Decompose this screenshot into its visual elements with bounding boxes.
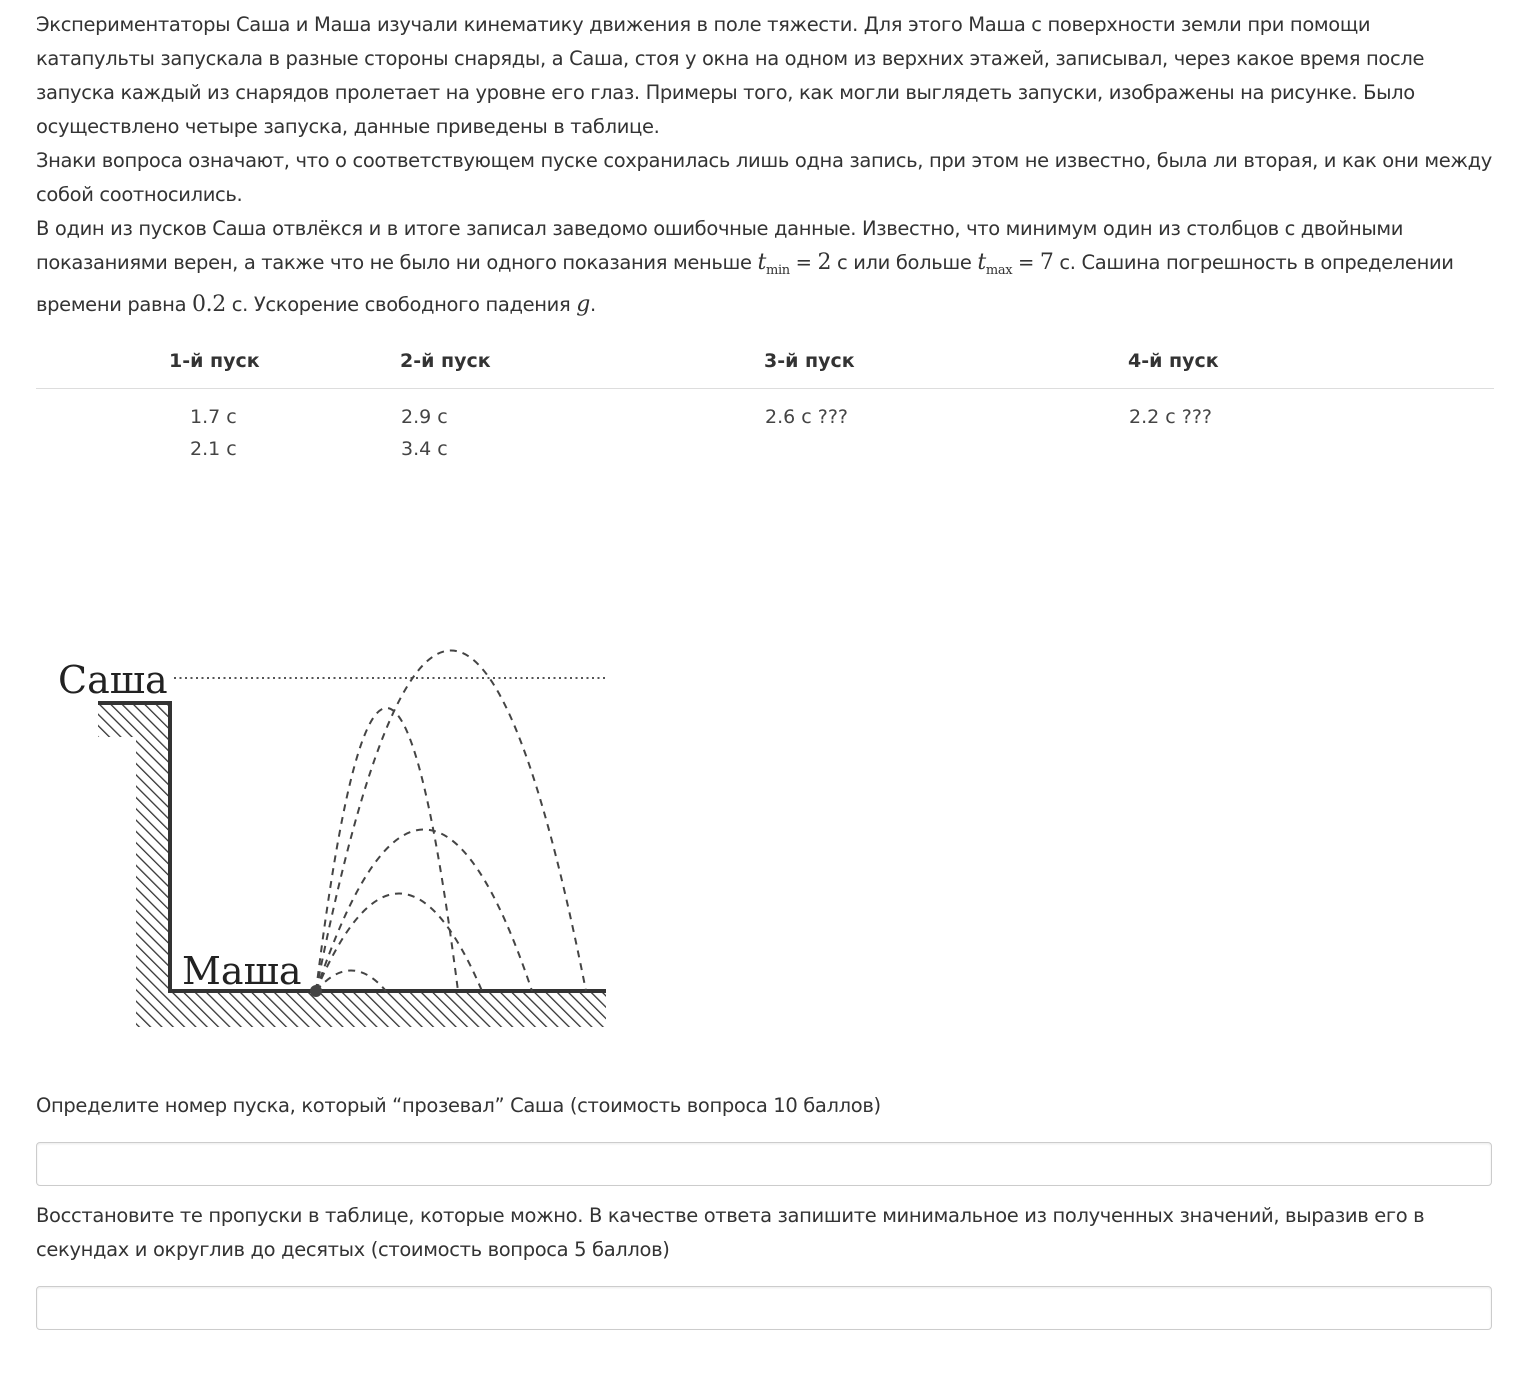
ground-hatching <box>136 991 606 1027</box>
tmin-value: 2 <box>817 250 832 275</box>
tmax-equals: = <box>1012 251 1040 274</box>
label-masha: Маша <box>182 949 302 993</box>
catapult-point <box>310 985 322 997</box>
tmax-symbol: t <box>977 250 986 275</box>
answer-input-1[interactable] <box>36 1142 1492 1186</box>
statement-text: . <box>589 293 596 316</box>
time-value: 2.6 с ??? <box>765 406 848 428</box>
tmin-equals: = <box>789 251 818 274</box>
g-symbol: g <box>576 292 590 317</box>
time-value: 2.9 с <box>401 406 448 428</box>
wall-hatching <box>136 703 172 1003</box>
time-value: 2.1 с <box>190 438 237 460</box>
statement-paragraph-1: Экспериментаторы Саша и Маша изучали кинематику движения в поле тяжести. Для этого Маша с поверхности земли при помощи катапульты запускала в разные стороны снаряды, а Саша, стоя у окна на одном из верхних этажей, записывал, через какое время после запуска каждый из снарядов пролетает на уровне его глаз. Примеры того, как могли выглядеть запуски, изображены на рисунке. Было осуществлено четыре запуска, данные приведены в таблице. <box>36 13 1425 138</box>
time-value: 2.2 с ??? <box>1129 406 1212 428</box>
header-launch-3: 3-й пуск <box>764 334 1128 389</box>
question-2: Восстановите те пропуски в таблице, которые можно. В качестве ответа запишите минимальное из полученных значений, выразив его в секундах и округлив до десятых (стоимость вопроса 5 баллов) <box>36 1204 1425 1261</box>
cell-launch-4 <box>1128 389 1494 467</box>
header-launch-2: 2-й пуск <box>400 334 764 389</box>
trajectory-diagram <box>36 540 656 1040</box>
error-value: 0.2 <box>192 292 226 317</box>
statement-paragraph-3 <box>36 212 1494 322</box>
tmax-subscript: max <box>985 263 1013 278</box>
answer-input-2[interactable] <box>36 1286 1492 1330</box>
time-value: 3.4 с <box>401 438 448 460</box>
launch-table <box>36 334 1494 466</box>
statement-text: с или больше <box>831 251 978 274</box>
statement-text: с. Ускорение свободного падения <box>225 293 577 316</box>
question-1: Определите номер пуска, который “прозевал” Саша (стоимость вопроса 10 баллов) <box>36 1094 881 1117</box>
statement-paragraph-2: Знаки вопроса означают, что о соответствующем пуске сохранилась лишь одна запись, при этом не известно, была ли вторая, и как они между собой соотносились. <box>36 149 1492 206</box>
trajectory-path <box>316 971 386 992</box>
table-row <box>36 389 1494 467</box>
tmin-symbol: t <box>757 250 766 275</box>
tmin-subscript: min <box>766 263 790 278</box>
trajectory-path <box>316 651 586 992</box>
label-sasha: Саша <box>58 658 168 702</box>
cell-launch-1 <box>169 389 400 467</box>
tmax-value: 7 <box>1039 250 1054 275</box>
table-header-row <box>36 334 1494 389</box>
header-launch-1: 1-й пуск <box>169 334 400 389</box>
cell-launch-2 <box>400 389 764 467</box>
trajectory-figure <box>36 540 656 1040</box>
roof-hatching <box>98 703 170 737</box>
building-outline <box>98 703 606 991</box>
statement-text: В один из пусков Саша отвлёкся и в итоге записал заведомо ошибочные данные. Известно, что минимум один из столбцов с двойными показаниями верен, а также что не было ни одного показания меньше <box>36 217 1404 274</box>
task-page <box>36 0 1494 1261</box>
trajectory-path <box>316 894 482 992</box>
task-statement <box>36 8 1494 322</box>
time-value: 1.7 с <box>190 406 237 428</box>
header-launch-4: 4-й пуск <box>1128 334 1494 389</box>
cell-launch-3 <box>764 389 1128 467</box>
statement-text: с. Сашина погрешность в определении времени равна <box>36 251 1454 316</box>
trajectory-path <box>316 830 532 992</box>
